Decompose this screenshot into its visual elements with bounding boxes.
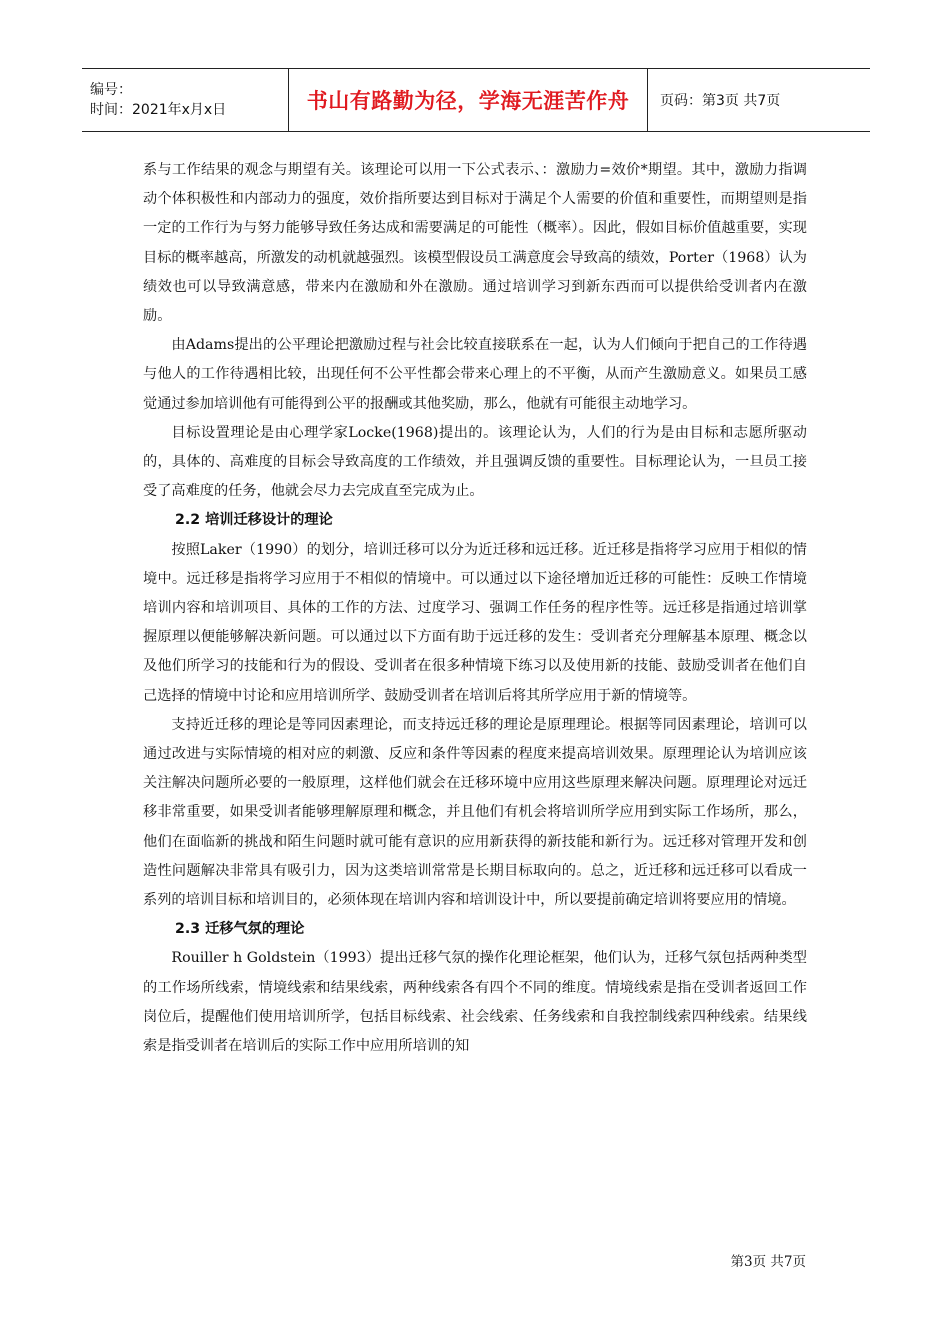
footer-page-number: 第3页 共7页 bbox=[730, 1254, 806, 1270]
header-motto-cell bbox=[288, 69, 648, 131]
page-footer bbox=[731, 1250, 806, 1270]
page-header bbox=[82, 68, 870, 132]
body-paragraph: 目标设置理论是由心理学家Locke(1968)提出的。该理论认为，人们的行为是由目标和志愿所驱动的，具体的、高难度的目标会导致高度的工作绩效，并且强调反馈的重要性。目标理论认为，一旦员工接受了高难度的任务，他就会尽力去完成直至完成为止。 bbox=[143, 424, 807, 500]
body-paragraph: 按照Laker（1990）的划分，培训迁移可以分为近迁移和远迁移。近迁移是指将学习应用于相似的情境中。远迁移是指将学习应用于不相似的情境中。可以通过以下途径增加近迁移的可能性：反映工作情境培训内容和培训项目、具体的工作的方法、过度学习、强调工作任务的程序性等。远迁移是指通过培训掌握原理以便能够解决新问题。可以通过以下方面有助于远迁移的发生：受训者充分理解基本原理、概念以及他们所学习的技能和行为的假设、受训者在很多种情境下练习以及使用新的技能、鼓励受训者在他们自己选择的情境中讨论和应用培训所学、鼓励受训者在培训后将其所学应用于新的情境等。 bbox=[143, 541, 807, 704]
section-heading: 2.2 培训迁移设计的理论 bbox=[175, 512, 333, 529]
body-paragraph: 系与工作结果的观念与期望有关。该理论可以用一下公式表示、：激励力=效价*期望。其中，激励力指调动个体积极性和内部动力的强度，效价指所要达到目标对于满足个人需要的价值和重要性，而期望则是指一定的工作行为与努力能够导致任务达成和需要满足的可能性（概率）。因此，假如目标价值越重要，实现目标的概率越高，所激发的动机就越强烈。该模型假设员工满意度会导致高的绩效，Porter（1968）认为绩效也可以导致满意感，带来内在激励和外在激励。通过培训学习到新东西而可以提供给受训者内在激励。 bbox=[143, 162, 807, 325]
section-heading: 2.3 迁移气氛的理论 bbox=[175, 921, 305, 938]
document-date-label: 时间：2021年x月x日 bbox=[90, 102, 227, 118]
body-paragraph: Rouiller h Goldstein（1993）提出迁移气氛的操作化理论框架，他们认为，迁移气氛包括两种类型的工作场所线索，情境线索和结果线索，两种线索各有四个不同的维度。情境线索是指在受训者返回工作岗位后，提醒他们使用培训所学，包括目标线索、社会线索、任务线索和自我控制线索四种线索。结果线索是指受训者在培训后的实际工作中应用所培训的知 bbox=[143, 950, 807, 1055]
document-number-label: 编号： bbox=[90, 82, 132, 98]
body-paragraph: 支持近迁移的理论是等同因素理论，而支持远迁移的理论是原理理论。根据等同因素理论，培训可以通过改进与实际情境的相对应的刺激、反应和条件等因素的程度来提高培训效果。原理理论认为培训应该关注解决问题所必要的一般原理，这样他们就会在迁移环境中应用这些原理来解决问题。原理理论对远迁移非常重要，如果受训者能够理解原理和概念，并且他们有机会将培训所学应用到实际工作场所，那么，他们在面临新的挑战和陌生问题时就可能有意识的应用新获得的新技能和新行为。远迁移对管理开发和创造性问题解决非常具有吸引力，因为这类培训常常是长期目标取向的。总之，近迁移和远迁移可以看成一系列的培训目标和培训目的，必须体现在培训内容和培训设计中，所以要提前确定培训将要应用的情境。 bbox=[143, 716, 807, 909]
header-page-number: 页码：第3页 共7页 bbox=[660, 93, 781, 109]
header-page-cell bbox=[648, 69, 870, 131]
header-motto: 书山有路勤为径，学海无涯苦作舟 bbox=[306, 89, 630, 113]
body-paragraph: 由Adams提出的公平理论把激励过程与社会比较直接联系在一起，认为人们倾向于把自己的工作待遇与他人的工作待遇相比较，出现任何不公平性都会带来心理上的不平衡，从而产生激励意义。如果员工感觉通过参加培训他有可能得到公平的报酬或其他奖励，那么，他就有可能很主动地学习。 bbox=[143, 337, 807, 412]
header-meta bbox=[82, 69, 288, 131]
document-body bbox=[143, 156, 807, 1061]
